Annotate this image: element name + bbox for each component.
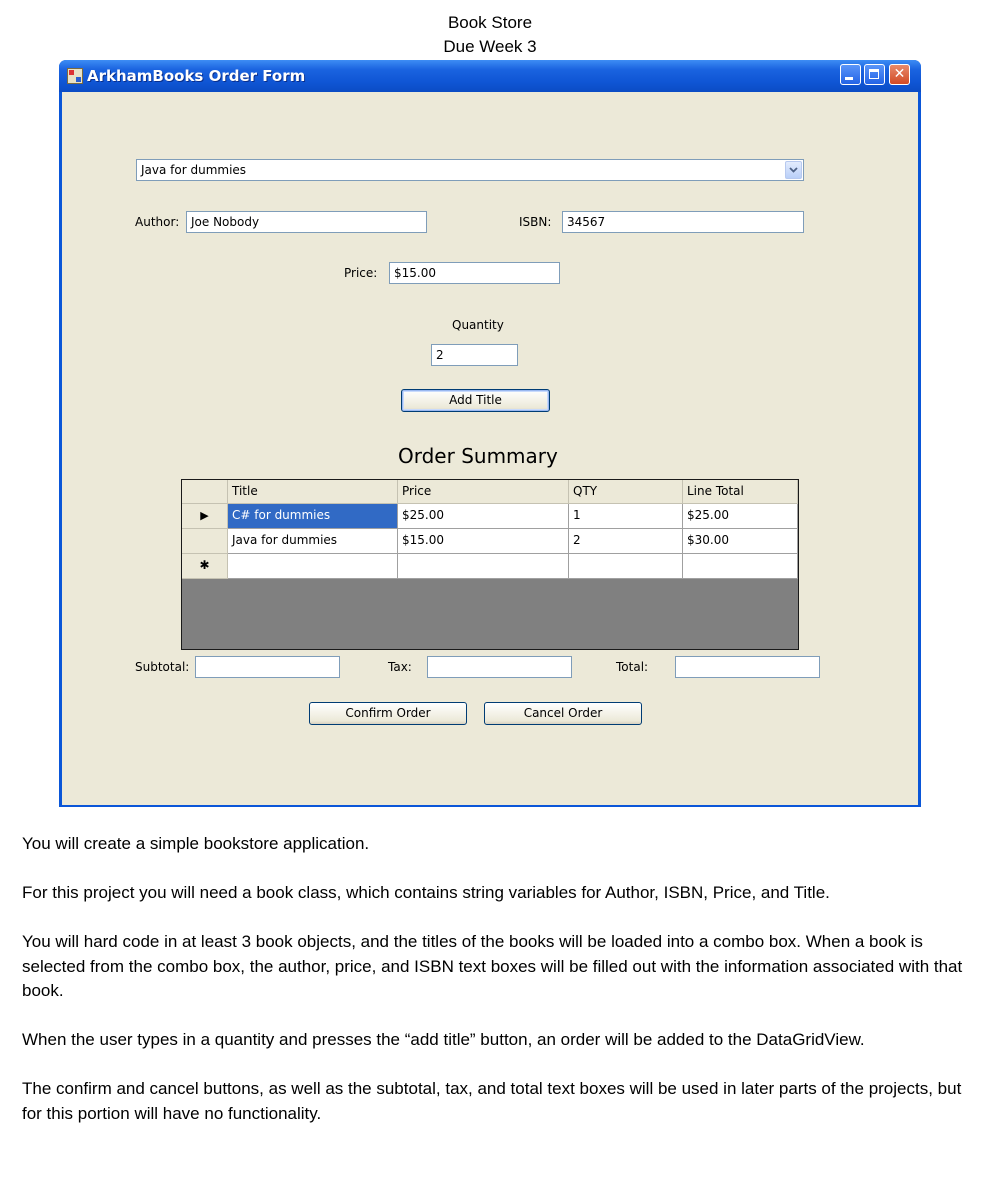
grid-cell[interactable] — [398, 554, 569, 579]
order-form-window — [59, 60, 921, 807]
grid-corner-header — [182, 480, 228, 504]
order-grid[interactable] — [181, 479, 799, 650]
book-title-combo-value: Java for dummies — [141, 163, 247, 177]
grid-column-header-line-total[interactable]: Line Total — [683, 480, 798, 504]
order-summary-title: Order Summary — [398, 444, 558, 468]
grid-cell[interactable] — [683, 554, 798, 579]
minimize-icon — [845, 77, 853, 80]
grid-cell[interactable] — [228, 554, 398, 579]
grid-cell[interactable]: Java for dummies — [228, 529, 398, 554]
doc-title: Book Store — [447, 13, 533, 32]
grid-cell[interactable]: 2 — [569, 529, 683, 554]
instruction-paragraph: You will create a simple bookstore application. — [22, 834, 370, 853]
quantity-field[interactable]: 2 — [431, 344, 518, 366]
author-label: Author: — [135, 215, 180, 229]
grid-cell[interactable]: $25.00 — [398, 504, 569, 529]
app-icon — [67, 68, 83, 84]
row-header[interactable] — [182, 529, 228, 554]
grid-column-header-price[interactable]: Price — [398, 480, 569, 504]
confirm-order-button[interactable]: Confirm Order — [309, 702, 467, 725]
price-label: Price: — [344, 266, 378, 280]
close-icon: ✕ — [893, 66, 906, 82]
cancel-order-button[interactable]: Cancel Order — [484, 702, 642, 725]
price-field[interactable]: $15.00 — [389, 262, 560, 284]
add-title-button[interactable]: Add Title — [401, 389, 550, 412]
author-field[interactable]: Joe Nobody — [186, 211, 427, 233]
grid-cell[interactable] — [569, 554, 683, 579]
subtotal-label: Subtotal: — [135, 660, 190, 674]
window-title: ArkhamBooks Order Form — [87, 67, 306, 85]
grid-cell[interactable]: 1 — [569, 504, 683, 529]
total-field[interactable] — [675, 656, 820, 678]
doc-subtitle: Due Week 3 — [443, 37, 537, 56]
tax-field[interactable] — [427, 656, 572, 678]
grid-cell[interactable]: C# for dummies — [228, 504, 398, 529]
quantity-label: Quantity — [452, 318, 504, 332]
minimize-button[interactable] — [840, 64, 861, 85]
close-button[interactable] — [889, 64, 910, 85]
form-client-area — [62, 92, 918, 805]
chevron-down-icon — [789, 167, 798, 173]
tax-label: Tax: — [388, 660, 412, 674]
book-title-combo[interactable] — [136, 159, 804, 181]
grid-cell[interactable]: $15.00 — [398, 529, 569, 554]
grid-column-header-title[interactable]: Title — [228, 480, 398, 504]
isbn-label: ISBN: — [519, 215, 552, 229]
instruction-paragraph: For this project you will need a book class, which contains string variables for Author, ISBN, Price, and Title. — [22, 883, 830, 902]
combo-dropdown-button[interactable] — [785, 161, 802, 179]
instruction-paragraph: You will hard code in at least 3 book objects, and the titles of the books will be loaded into a combo box. When a book is selected from the combo box, the author, price, and ISBN text boxes will be filled out with the information associated with that book. — [22, 932, 963, 1000]
grid-column-header-qty[interactable]: QTY — [569, 480, 683, 504]
row-selector-icon[interactable]: ▶ — [182, 504, 228, 529]
instruction-paragraph: When the user types in a quantity and presses the “add title” button, an order will be added to the DataGridView. — [22, 1030, 865, 1049]
maximize-button[interactable] — [864, 64, 885, 85]
isbn-field[interactable]: 34567 — [562, 211, 804, 233]
grid-cell[interactable]: $25.00 — [683, 504, 798, 529]
window-titlebar[interactable] — [59, 60, 921, 92]
instruction-paragraph: The confirm and cancel buttons, as well as the subtotal, tax, and total text boxes will be used in later parts of the projects, but for this portion will have no functionality. — [22, 1079, 962, 1123]
new-row-icon[interactable]: ✱ — [182, 554, 228, 579]
grid-cell[interactable]: $30.00 — [683, 529, 798, 554]
total-label: Total: — [616, 660, 649, 674]
subtotal-field[interactable] — [195, 656, 340, 678]
maximize-icon — [869, 69, 879, 79]
